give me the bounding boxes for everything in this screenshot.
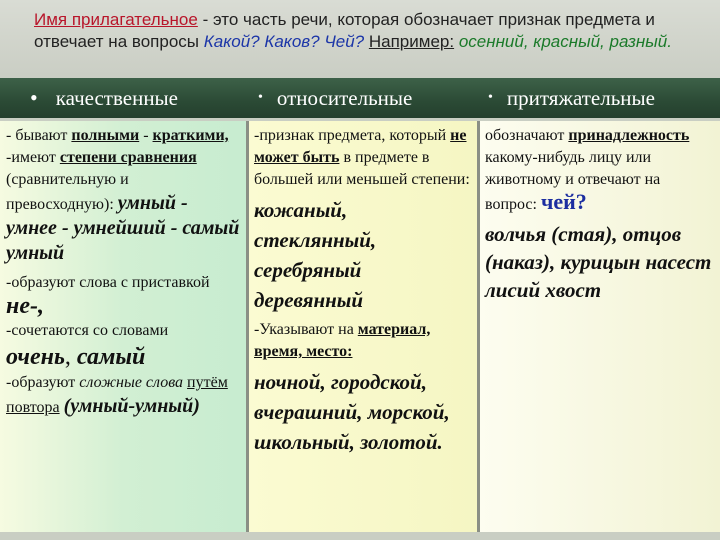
bullet-3: • xyxy=(488,90,493,105)
qual-degrees-detail xyxy=(6,169,240,266)
qual-combine-example xyxy=(6,342,240,372)
header-possessive xyxy=(488,78,655,118)
pos-def-end: какому-нибудь лицу или животному и отвечают на вопрос: xyxy=(485,149,661,213)
pos-def-start: обозначают xyxy=(485,127,569,144)
column-possessive xyxy=(479,121,720,532)
qual-degrees-types: (сравнительную и превосходную): xyxy=(6,171,129,213)
header-possessive-label: притяжательные xyxy=(506,85,655,110)
rel-indicate-terms: материал, время, место: xyxy=(254,321,431,360)
rel-example-2: ночной, городской, вчерашний, морской, школьный, золотой. xyxy=(254,370,450,454)
divider-1 xyxy=(246,121,249,532)
qual-forms xyxy=(6,125,240,147)
pos-examples: волчья (стая), отцов (наказ), курицын насест лисий хвост xyxy=(485,222,712,302)
qual-compound xyxy=(6,372,240,419)
divider-2 xyxy=(477,121,480,532)
column-qualitative xyxy=(0,121,246,532)
rel-example-1: кожаный, стеклянный, серебряный деревянный xyxy=(254,198,377,312)
rel-definition xyxy=(254,125,471,191)
qual-sep: , xyxy=(64,344,77,370)
rel-indicate xyxy=(254,319,471,363)
qual-ochen: очень xyxy=(6,344,65,370)
pos-belonging: принадлежность xyxy=(568,127,690,144)
pos-question: чей? xyxy=(540,189,587,214)
qual-prefix xyxy=(6,272,240,320)
bullet-1: • xyxy=(30,85,38,110)
definition-text xyxy=(34,9,714,53)
header-relative-label: относительные xyxy=(276,85,413,110)
pos-definition xyxy=(485,125,714,216)
qual-samyi: самый xyxy=(76,344,146,370)
qual-prefix-text: -образуют слова с приставкой xyxy=(6,274,210,291)
qual-repeat: путём повтора xyxy=(6,374,228,416)
bullet-2: • xyxy=(258,90,263,105)
rel-def-start: -признак предмета, который xyxy=(254,127,451,144)
qual-degrees-term: степени сравнения xyxy=(59,149,197,166)
definition-examples: осенний, красный, разный. xyxy=(454,32,672,51)
definition-box xyxy=(0,0,720,86)
qual-degrees-prefix: -имеют xyxy=(6,149,60,166)
qual-forms-prefix: - бывают xyxy=(6,127,72,144)
qual-short: краткими, xyxy=(152,127,229,144)
qual-degrees xyxy=(6,147,240,169)
header-qualitative xyxy=(30,78,178,118)
definition-questions: Какой? Каков? Чей? xyxy=(203,32,365,51)
qual-dash: - xyxy=(139,127,153,144)
qual-compound-term: сложные слова xyxy=(79,374,184,391)
header-relative xyxy=(258,78,412,118)
qual-combine: -сочетаются со словами xyxy=(6,322,169,339)
qual-degrees-example: умный - умнее - умнейший - самый умный xyxy=(6,192,240,264)
column-relative xyxy=(248,121,477,532)
qual-prefix-ne: не-, xyxy=(6,293,44,319)
qual-compound-prefix: -образуют xyxy=(6,374,80,391)
qual-repeat-example: (умный-умный) xyxy=(63,395,200,417)
qual-full: полными xyxy=(71,127,140,144)
header-qualitative-label: качественные xyxy=(55,85,178,110)
rel-def-end: в предмете в большей или меньшей степени: xyxy=(254,149,470,188)
definition-term: Имя прилагательное xyxy=(34,10,198,29)
example-label: Например: xyxy=(368,32,455,51)
rel-indicate-text: -Указывают на xyxy=(254,321,358,338)
rel-cannot: не может быть xyxy=(254,127,467,166)
definition-body: - это часть речи, которая обозначает признак предмета и отвечает на вопросы xyxy=(34,10,655,51)
